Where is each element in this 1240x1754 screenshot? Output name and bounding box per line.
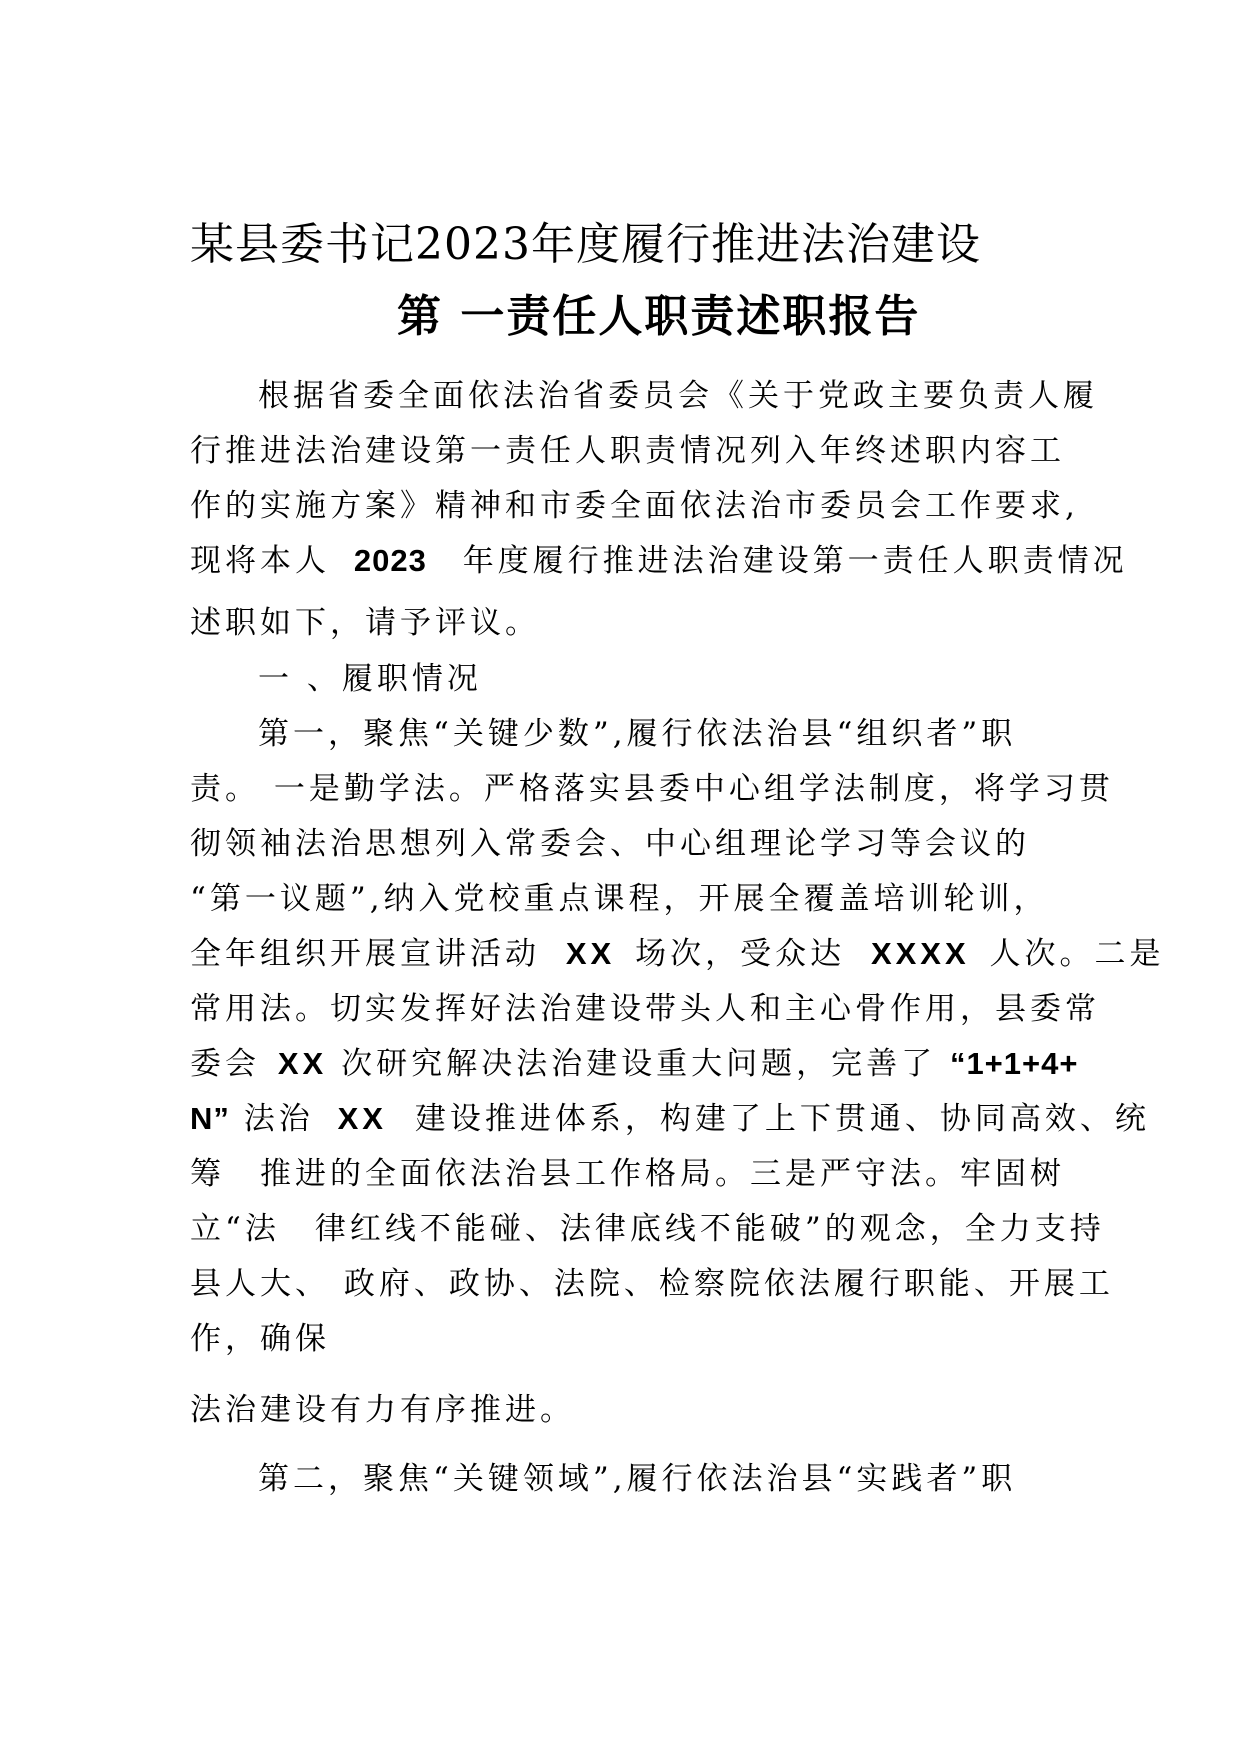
paragraph-line: 常用法。切实发挥好法治建设带头人和主心骨作用，县委常: [190, 991, 1100, 1027]
paragraph-line: 彻领袖法治思想列入常委会、中心组理论学习等会议的: [190, 826, 1030, 862]
text-segment: 委会: [190, 1046, 260, 1082]
text-segment: 场次，受众达: [635, 936, 846, 972]
year-number: 2023: [353, 543, 427, 578]
text-segment: 人次。二是: [989, 936, 1165, 972]
document-title-line-1: 某县委书记2023年度履行推进法治建设: [190, 219, 981, 270]
paragraph-line: 筹 推进的全面依法治县工作格局。三是严守法。牢固树: [190, 1156, 1065, 1192]
section-heading: 一 、履职情况: [258, 661, 482, 697]
placeholder-count: XX: [337, 1101, 387, 1136]
paragraph-line: 法治建设有力有序推进。: [190, 1392, 575, 1428]
paragraph-line: “第一议题”,纳入党校重点课程，开展全覆盖培训轮训，: [190, 881, 1049, 917]
paragraph-line: 第二，聚焦“关键领域”,履行依法治县“实践者”职: [258, 1461, 1017, 1497]
text-segment: 法治: [243, 1101, 314, 1137]
placeholder-count: XX: [565, 936, 616, 971]
placeholder-count: XXXX: [870, 936, 970, 971]
paragraph-line: 述职如下，请予评议。: [190, 605, 540, 641]
document-title-line-2: 第 一责任人职责述职报告: [397, 291, 921, 342]
text-segment: 建设推进体系，构建了上下贯通、协同高效、统: [414, 1101, 1150, 1137]
paragraph-line: [190, 535, 1128, 580]
paragraph-line: 立“法 律红线不能碰、法律底线不能破”的观念，全力支持: [190, 1211, 1105, 1247]
framework-code: N”: [190, 1101, 230, 1136]
text-segment: 年度履行推进法治建设第一责任人职责情况: [462, 543, 1128, 579]
paragraph-line: 县人大、 政府、政协、法院、检察院依法履行职能、开展工: [190, 1266, 1114, 1302]
paragraph-line: 作的实施方案》精神和市委全面依法治市委员会工作要求,: [190, 488, 1079, 524]
paragraph-line: 作，确保: [190, 1321, 330, 1357]
text-segment: 现将本人: [190, 543, 330, 579]
paragraph-line: 第一，聚焦“关键少数”,履行依法治县“组织者”职: [258, 716, 1017, 752]
paragraph-line: [190, 928, 1165, 973]
paragraph-line: 根据省委全面依法治省委员会《关于党政主要负责人履: [258, 378, 1098, 414]
paragraph-line: [190, 1038, 1078, 1083]
paragraph-line: 行推进法治建设第一责任人职责情况列入年终述职内容工: [190, 433, 1065, 469]
paragraph-line: 责。 一是勤学法。严格落实县委中心组学法制度，将学习贯: [190, 771, 1114, 807]
framework-code: “1+1+4+: [949, 1046, 1079, 1081]
text-segment: 次研究解决法治建设重大问题，完善了: [341, 1046, 937, 1082]
placeholder-count: XX: [277, 1046, 328, 1081]
paragraph-line: [190, 1093, 1150, 1138]
text-segment: 全年组织开展宣讲活动: [190, 936, 540, 972]
